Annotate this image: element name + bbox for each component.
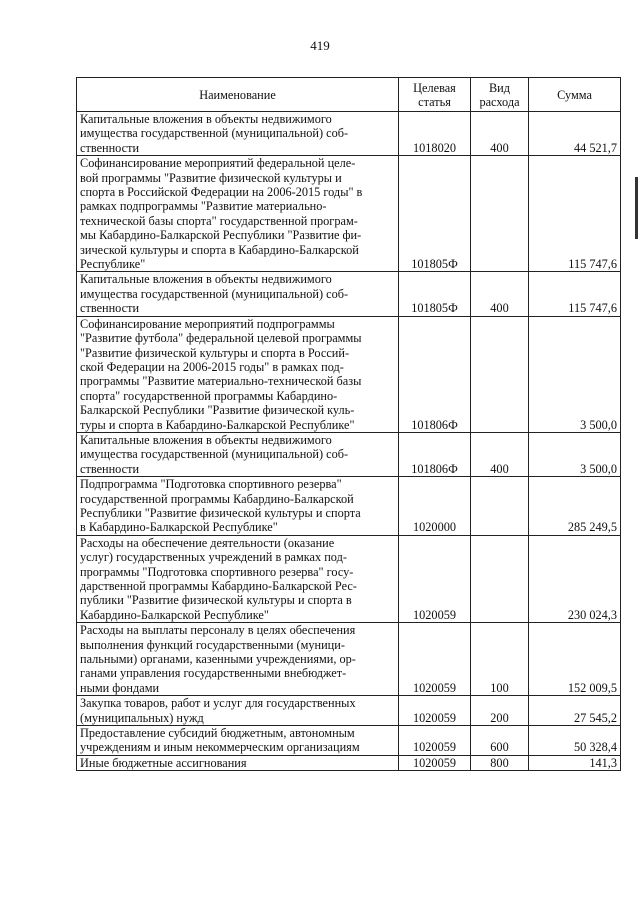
row-expense-type	[471, 316, 529, 432]
row-expense-type: 200	[471, 696, 529, 726]
row-name: Софинансирование мероприятий подпрограммы "Развитие футбола" федеральной целевой программы "Развитие физической культуры и спорта в Россий- ской Федерации на 2006-2015 годы" в рамках под- программы "Развитие материально-технической базы спорта" государственной программы Кабардино- Балкарской Республики "Развитие физической куль- туры и спорта в Кабардино-Балкарской Республике"	[77, 316, 399, 432]
row-sum: 115 747,6	[529, 156, 621, 272]
table-row	[77, 316, 621, 432]
row-target-article: 1020059	[399, 623, 471, 696]
table-row	[77, 726, 621, 756]
header-name: Наименование	[77, 78, 399, 112]
table-row	[77, 272, 621, 316]
row-name: Расходы на выплаты персоналу в целях обеспечения выполнения функций государственными (муници- пальными) органами, казенными учреждениями, ор- ганами управления государственными внебюджет- ными фондами	[77, 623, 399, 696]
row-sum: 230 024,3	[529, 535, 621, 622]
row-name: Капитальные вложения в объекты недвижимого имущества государственной (муниципальной) соб- ственности	[77, 272, 399, 316]
row-target-article: 1020059	[399, 696, 471, 726]
table-row	[77, 112, 621, 156]
row-name: Иные бюджетные ассигнования	[77, 755, 399, 770]
page-number: 419	[310, 38, 330, 53]
scan-edge-mark	[635, 177, 638, 239]
row-name: Капитальные вложения в объекты недвижимого имущества государственной (муниципальной) соб- ственности	[77, 112, 399, 156]
table-header-row	[77, 78, 621, 112]
row-expense-type	[471, 156, 529, 272]
row-target-article: 101806Ф	[399, 432, 471, 476]
table-row	[77, 755, 621, 770]
table-row	[77, 432, 621, 476]
row-name: Софинансирование мероприятий федеральной целе- вой программы "Развитие физической культуры и спорта в Российской Федерации на 2006-2015 годы" в рамках подпрограммы "Развитие материально- технической базы спорта" государственной програм- мы Кабардино-Балкарской Республики "Развитие фи- зической культуры и спорта в Кабардино-Балкарской Республике"	[77, 156, 399, 272]
header-expense-type: Вид расхода	[471, 78, 529, 112]
header-target-article: Целевая статья	[399, 78, 471, 112]
row-target-article: 1020059	[399, 535, 471, 622]
row-sum: 3 500,0	[529, 316, 621, 432]
table-row	[77, 477, 621, 536]
row-name: Закупка товаров, работ и услуг для государственных (муниципальных) нужд	[77, 696, 399, 726]
row-target-article: 1020059	[399, 755, 471, 770]
row-sum: 27 545,2	[529, 696, 621, 726]
row-expense-type	[471, 477, 529, 536]
table-row	[77, 535, 621, 622]
row-sum: 3 500,0	[529, 432, 621, 476]
row-name: Предоставление субсидий бюджетным, автономным учреждениям и иным некоммерческим организациям	[77, 726, 399, 756]
row-expense-type: 400	[471, 272, 529, 316]
row-target-article: 1018020	[399, 112, 471, 156]
row-target-article: 101805Ф	[399, 272, 471, 316]
row-expense-type: 600	[471, 726, 529, 756]
row-target-article: 101805Ф	[399, 156, 471, 272]
row-name: Расходы на обеспечение деятельности (оказание услуг) государственных учреждений в рамках под- программы "Подготовка спортивного резерва" госу- дарственной программы Кабардино-Балкарской Рес- публики "Развитие физической культуры и спорта в Кабардино-Балкарской Республике"	[77, 535, 399, 622]
row-target-article: 1020059	[399, 726, 471, 756]
table-row	[77, 156, 621, 272]
table-row	[77, 696, 621, 726]
row-sum: 141,3	[529, 755, 621, 770]
table-row	[77, 623, 621, 696]
row-expense-type: 100	[471, 623, 529, 696]
row-target-article: 1020000	[399, 477, 471, 536]
row-expense-type	[471, 535, 529, 622]
row-expense-type: 400	[471, 112, 529, 156]
budget-table	[76, 77, 621, 771]
row-expense-type: 400	[471, 432, 529, 476]
row-sum: 115 747,6	[529, 272, 621, 316]
row-sum: 44 521,7	[529, 112, 621, 156]
row-sum: 152 009,5	[529, 623, 621, 696]
row-sum: 285 249,5	[529, 477, 621, 536]
row-expense-type: 800	[471, 755, 529, 770]
row-target-article: 101806Ф	[399, 316, 471, 432]
header-sum: Сумма	[529, 78, 621, 112]
table-body	[77, 112, 621, 771]
row-sum: 50 328,4	[529, 726, 621, 756]
row-name: Подпрограмма "Подготовка спортивного резерва" государственной программы Кабардино-Балкарской Республики "Развитие физической культуры и спорта в Кабардино-Балкарской Республике"	[77, 477, 399, 536]
row-name: Капитальные вложения в объекты недвижимого имущества государственной (муниципальной) соб- ственности	[77, 432, 399, 476]
